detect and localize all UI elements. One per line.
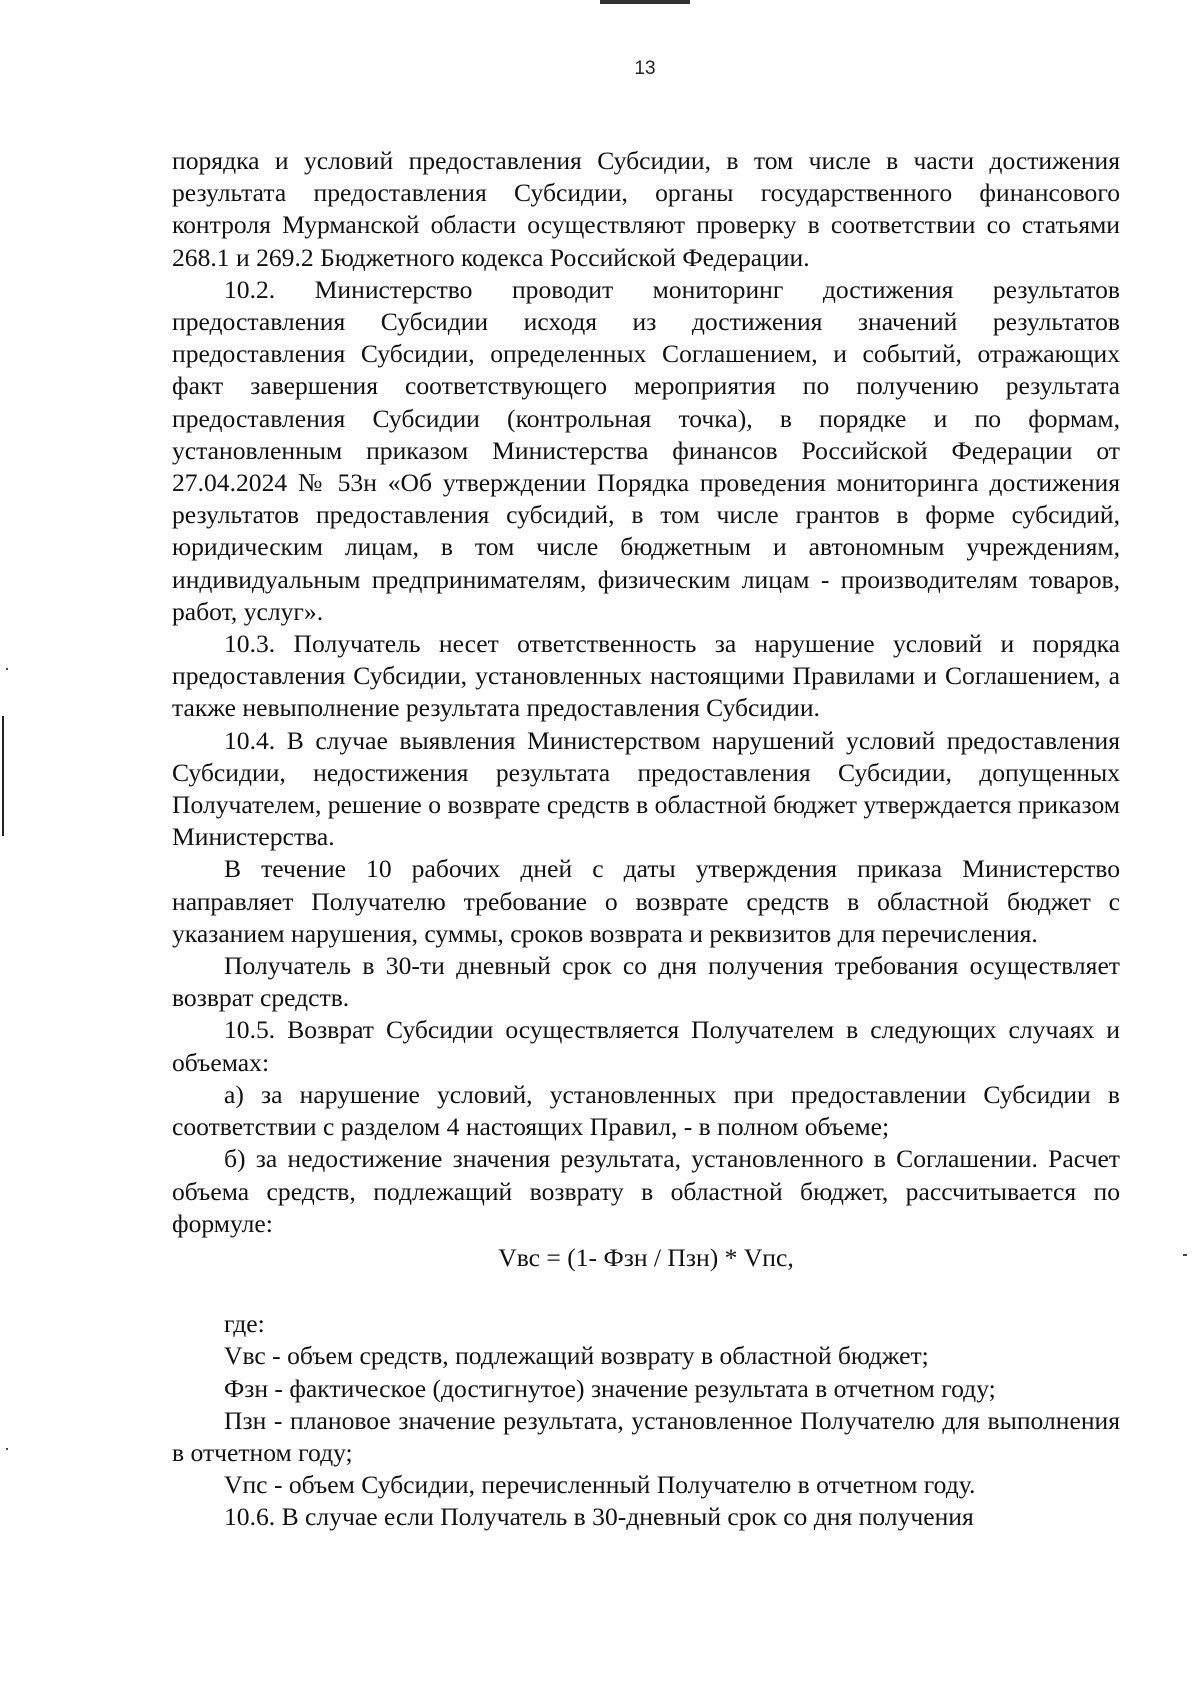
definition: Пзн - плановое значение результата, установленное Получателю для выполнения в отчетном году;: [172, 1405, 1120, 1467]
paragraph: Получатель в 30-ти дневный срок со дня получения требования осуществляет возврат средств.: [172, 951, 1120, 1013]
paragraph-10-5: 10.5. Возврат Субсидии осуществляется Получателем в следующих случаях и объемах:: [172, 1015, 1120, 1077]
page-number: 13: [634, 58, 656, 79]
top-edge-mark: [600, 0, 690, 4]
paragraph-10-4: 10.4. В случае выявления Министерством нарушений условий предоставления Субсидии, недостижения результата предоставления Субсидии, допущенных Получателем, решение о возврате средств в областной бюджет утверждается приказом Министерства.: [172, 725, 1120, 852]
paragraph-10-2: 10.2. Министерство проводит мониторинг достижения результатов предоставления Субсидии исходя из достижения значений результатов предоставления Субсидии, определенных Соглашением, и событий, отражающих факт завершения соответствующего мероприятия по получению результата предоставления Субсидии (контрольная точка), в порядке и по формам, установленным приказом Министерства финансов Российской Федерации от 27.04.2024 № 53н «Об утверждении Порядка проведения мониторинга достижения результатов предоставления субсидий, в том числе грантов в форме субсидий, юридическим лицам, в том числе бюджетным и автономным учреждениям, индивидуальным предпринимателям, физическим лицам - производителям товаров, работ, услуг».: [172, 274, 1120, 626]
paragraph-10-6: 10.6. В случае если Получатель в 30-дневный срок со дня получения: [224, 1502, 974, 1532]
list-item-b: б) за недостижение значения результата, установленного в Соглашении. Расчет объема средств, подлежащий возврату в областной бюджет, рассчитывается по формуле:: [172, 1144, 1120, 1238]
document-body: [172, 145, 1120, 1534]
formula: Vвс = (1- Фзн / Пзн) * Vпс,: [498, 1242, 794, 1272]
definition: Фзн - фактическое (достигнутое) значение результата в отчетном году;: [224, 1373, 996, 1403]
where-label: где:: [224, 1309, 265, 1339]
list-item-a: а) за нарушение условий, установленных при предоставлении Субсидии в соответствии с разделом 4 настоящих Правил, - в полном объеме;: [172, 1079, 1120, 1142]
paragraph-10-3: 10.3. Получатель несет ответственность за нарушение условий и порядка предоставления Субсидии, установленных настоящими Правилами и Соглашением, а также невыполнение результата предоставления Субсидии.: [172, 629, 1120, 723]
definition: Vпс - объем Субсидии, перечисленный Получателю в отчетном году.: [224, 1470, 976, 1500]
paragraph: порядка и условий предоставления Субсидии, в том числе в части достижения результата предоставления Субсидии, органы государственного финансового контроля Мурманской области осуществляют проверку в соответствии со статьями 268.1 и 269.2 Бюджетного кодекса Российской Федерации.: [172, 146, 1120, 272]
paragraph: В течение 10 рабочих дней с даты утверждения приказа Министерство направляет Получателю требование о возврате средств в областной бюджет с указанием нарушения, суммы, сроков возврата и реквизитов для перечисления.: [172, 854, 1120, 948]
definition: Vвс - объем средств, подлежащий возврату в областной бюджет;: [224, 1341, 929, 1371]
scan-dot: [1183, 1254, 1187, 1256]
scan-edge-mark: [2, 716, 4, 836]
scan-dot: [6, 668, 8, 670]
scan-dot: [6, 1448, 8, 1450]
